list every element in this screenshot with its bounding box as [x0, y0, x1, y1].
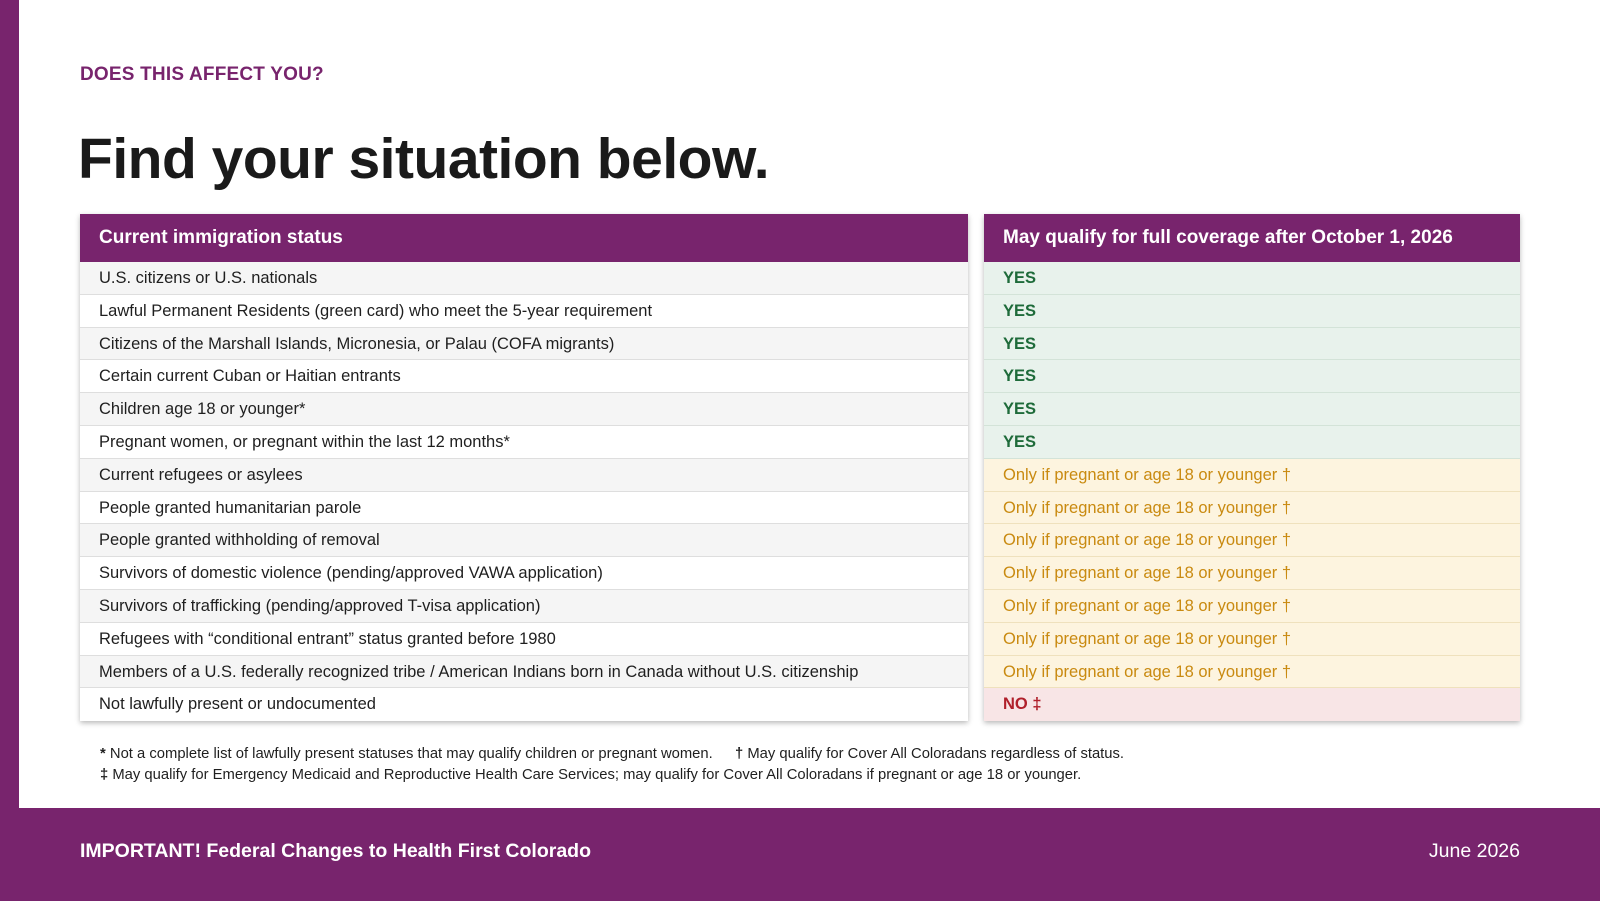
eyebrow-label: DOES THIS AFFECT YOU? — [80, 64, 324, 85]
status-rows — [80, 262, 968, 721]
status-row: Survivors of trafficking (pending/approved T-visa application) — [80, 590, 968, 623]
status-row: People granted withholding of removal — [80, 524, 968, 557]
coverage-column-header: May qualify for full coverage after October 1, 2026 — [984, 214, 1520, 262]
status-row: People granted humanitarian parole — [80, 492, 968, 525]
status-row: Pregnant women, or pregnant within the last 12 months* — [80, 426, 968, 459]
footnote-asterisk-text: Not a complete list of lawfully present statuses that may qualify children or pregnant women. — [109, 746, 713, 762]
status-row: Current refugees or asylees — [80, 459, 968, 492]
immigration-status-table — [80, 214, 968, 721]
coverage-cell-cond: Only if pregnant or age 18 or younger † — [984, 590, 1520, 623]
status-row: Refugees with “conditional entrant” status granted before 1980 — [80, 623, 968, 656]
status-column-header: Current immigration status — [80, 214, 968, 262]
coverage-cell-cond: Only if pregnant or age 18 or younger † — [984, 459, 1520, 492]
footer-title: IMPORTANT! Federal Changes to Health First Colorado — [80, 840, 592, 862]
footnote-dagger-text: May qualify for Cover All Coloradans regardless of status. — [747, 746, 1125, 762]
coverage-cell-yes: YES — [984, 426, 1520, 459]
footnote-double-dagger-text: May qualify for Emergency Medicaid and Reproductive Health Care Services; may qualify for Cover All Coloradans if pregnant or age 18 or younger. — [112, 767, 1082, 783]
coverage-rows — [984, 262, 1520, 721]
coverage-cell-yes: YES — [984, 295, 1520, 328]
status-row: Citizens of the Marshall Islands, Micronesia, or Palau (COFA migrants) — [80, 328, 968, 361]
footnote-line-2 — [100, 765, 1124, 786]
status-row: Children age 18 or younger* — [80, 393, 968, 426]
coverage-cell-cond: Only if pregnant or age 18 or younger † — [984, 656, 1520, 689]
footnote-asterisk-mark: * — [100, 746, 106, 762]
coverage-table — [984, 214, 1520, 721]
footer-bar — [0, 808, 1600, 901]
footnotes — [100, 744, 1124, 786]
coverage-cell-cond: Only if pregnant or age 18 or younger † — [984, 492, 1520, 525]
coverage-cell-no: NO ‡ — [984, 688, 1520, 721]
footnote-double-dagger-mark: ‡ — [100, 767, 109, 783]
status-row: Lawful Permanent Residents (green card) who meet the 5-year requirement — [80, 295, 968, 328]
status-row: Survivors of domestic violence (pending/approved VAWA application) — [80, 557, 968, 590]
status-row: U.S. citizens or U.S. nationals — [80, 262, 968, 295]
status-row: Certain current Cuban or Haitian entrants — [80, 360, 968, 393]
footnote-line-1 — [100, 744, 1124, 765]
left-accent-bar — [0, 0, 19, 901]
coverage-cell-cond: Only if pregnant or age 18 or younger † — [984, 623, 1520, 656]
coverage-cell-cond: Only if pregnant or age 18 or younger † — [984, 524, 1520, 557]
footnote-dagger-mark: † — [735, 746, 744, 762]
status-row: Not lawfully present or undocumented — [80, 688, 968, 721]
coverage-cell-yes: YES — [984, 393, 1520, 426]
footer-date: June 2026 — [1428, 840, 1520, 862]
page-title: Find your situation below. — [78, 127, 770, 191]
coverage-cell-yes: YES — [984, 262, 1520, 295]
coverage-cell-yes: YES — [984, 360, 1520, 393]
coverage-cell-yes: YES — [984, 328, 1520, 361]
status-row: Members of a U.S. federally recognized tribe / American Indians born in Canada without U.S. citizenship — [80, 656, 968, 689]
coverage-cell-cond: Only if pregnant or age 18 or younger † — [984, 557, 1520, 590]
